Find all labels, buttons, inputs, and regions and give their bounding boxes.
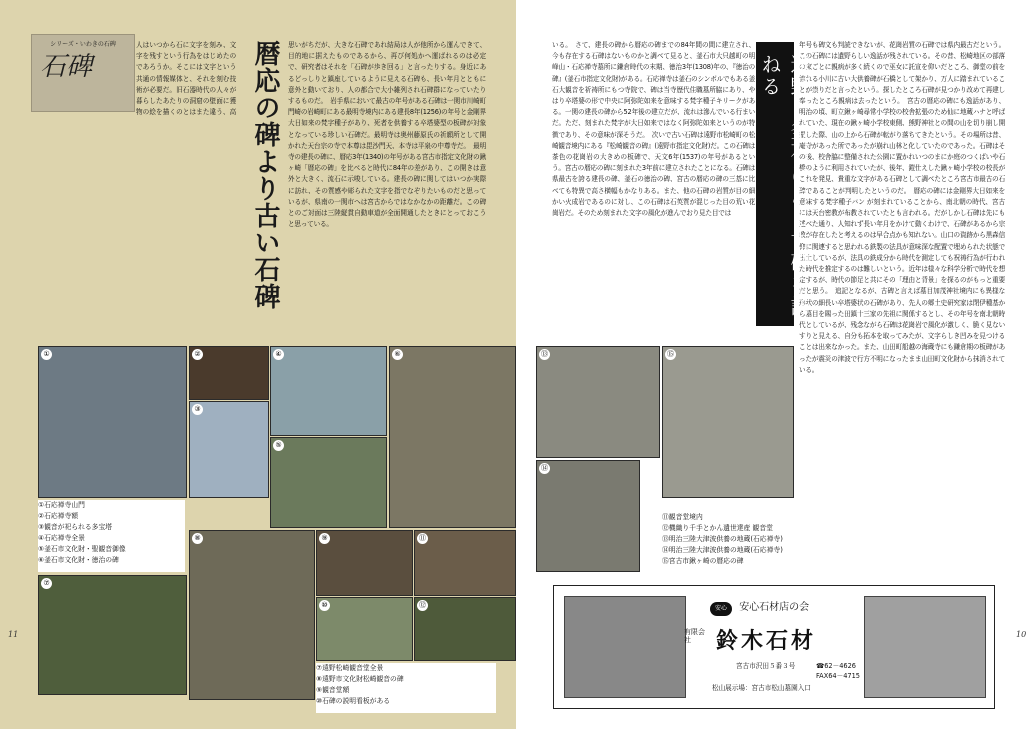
photo-number: ⑤ bbox=[273, 440, 284, 451]
caption: ⑧遠野市文化財松崎観音の碑 bbox=[316, 675, 404, 683]
series-logo-box bbox=[31, 34, 135, 112]
series-caption: シリーズ・いわきの石碑 bbox=[50, 41, 116, 48]
photo-jizo-statues bbox=[536, 346, 660, 458]
photo-number: ③ bbox=[192, 404, 203, 415]
photo-number: ⑬ bbox=[541, 350, 548, 358]
photo-number: ⑮ bbox=[667, 350, 674, 358]
ad-association bbox=[710, 598, 809, 616]
right-body-text-1: いる。 さて、建長の碑から暦応の碑までの84年間の間に建立され、今も存在する石碑はないものかと調べて見ると、釜石市大只越町の明峰山・石応禅寺墓所に鎌倉時代の末期、徳治3年(1308)年の、『徳治の碑』(釜石市指定文化財)がある。石応禅寺は釜石のシンボルでもある釜石大観音を祈祷所にもつ寺院で、碑は当寺歴代住職墓所脇にあり、やはり卒塔婆の形で中央に阿弥陀如来を意味する梵字種子キリークがある。一関の建長の碑から52年後の建立だが、流れは滲んでいる行まいだ。ただ、刻まれた梵字が大日如来ではなく阿弥陀如来というのが特徴であり、その意味が深そうだ。 次いで古い石碑は遠野市松崎町の松崎観音境内にある『松崎観音の碑』(遠野市指定文化財)だ。この石碑は茶色の花崗岩の大きめの板碑で、天文6年(1537)の年号があるという。宮古の暦応の碑に刻まれた3年前に建立されたことになる。石碑は県最古を誇る建長の碑、釜石の徳治の碑、宮古の暦応の碑の三基に比べても特異で高さ横幅もかなりある。また、他の石碑の岩質が目の細かい火成岩であるのに対し、この石碑は石英質が混じった目の荒い花崗岩だ。そのため刻まれた文字の風化が進んでおり見た目では bbox=[552, 41, 755, 218]
photo-number: ⑫ bbox=[419, 601, 426, 609]
caption: ⑭明治三陸大津波供養の地蔵(石応禅寺) bbox=[662, 546, 783, 554]
ad-badge: 安心 bbox=[710, 602, 732, 616]
right-body-col2 bbox=[799, 40, 1005, 576]
photo-number: ⑨ bbox=[319, 533, 330, 544]
photo-hall-grounds bbox=[414, 597, 516, 661]
caption: ⑪観音堂境内 bbox=[662, 513, 703, 521]
photo-number: ⑦ bbox=[41, 578, 52, 589]
caption: ⑬明治三陸大津波供養の地蔵(石応禅寺) bbox=[662, 535, 783, 543]
ad-company-type: 有限会社 bbox=[684, 628, 705, 644]
photo-number: ⑭ bbox=[541, 464, 548, 472]
caption: ①石応禅寺山門 bbox=[38, 501, 85, 509]
caption: ⑤釜石市文化財・聖観音御像 bbox=[38, 545, 126, 553]
photo-oryaku-stele bbox=[662, 346, 794, 498]
photo-hall-interior bbox=[414, 530, 516, 596]
photo-number: ⑪ bbox=[419, 534, 426, 542]
photo-tokuji-stele bbox=[389, 346, 516, 528]
right-body-text-2: 年号も碑文も判読できないが、花崗岩質の石碑では県内最古だという。この石碑には遺野らしい逸話が残されている。その昔、松崎地区の部落の家ごとに親病が多く続くので巫女に託宣を仰いだところ、御堂の前を流れる小川に古い大供養碑が石橋として架かり、万人に踏まれていることが祟りだと言ったという。探したところ石碑が見つかり改めて再建し奉ったところ親病は去ったという。 宮古の暦応の碑にも逸話があり、明治の頃、町立鍬ヶ崎尋常小学校の校舎拡張のため仙に地蔵ハナと呼ばれていた、現在の鍬ヶ崎小学校東側、熊野神社との間の山を切り崩し開墾した際、山の上から石碑が転がり落ちてきたという。その場所は昔、庵寺があった所であったが崩れ山林と化していたのであった。石碑はその後、校舎脇に整備された公園に置かれいつのまにか庭のつくばいや石橋のように利用されていたが、後年、鎧仕えした鍬ヶ崎小学校の校長がこれを発見、貴重な文字がある石碑として調べたところ宮古市最古の石碑であることが判明したというのだ。 暦応の碑には金剛界大日如来を意味する梵字種子バン が刻まれていることから、南北朝の時代、宮古には天台密教が布教されていたとも言われる。だがしかし石碑は先にも述べた通り、人知れず長い年月をかけて動くわけで、石碑があるから宗教が存在したと考えるのは早合点かも知れない。山口の資跡から黒森信仰に関連すると思われる鉄製の法具が意味深な配置で埋められた状態で出土しているが、法具の鉄成分から時代を測定しても祝祷行為が行われた時代を推定するのは難しいという。近年は様々な科学分析で時代を想定するが、時代の節足と共にその「理由と背景」を探るのがもっと重要だと思う。 追記となるが、古碑と言えば墓目加茂神社境内にも異様な形状の細長い卒塔婆状の石碑があり、先人の郷土史研究家は閉伊種基から墓目を賜った田鎮十三家の先祖に関係するとし、その年号を南北朝時代としているが、残念ながら石碑は花崗岩で風化が激しく、脆く見ないすりと見える、自分も拓本を取ってみたが、文字らしき凹みを見つけることは出来なかった。また、山田町船越の海蔵寺にも鎌倉期の板碑があったが震災の津波で行方不明になったまま山田町文化財から抹消されている。 bbox=[799, 41, 1005, 374]
caption: ⑫機織り千手とかん遺世達産 観音堂 bbox=[662, 524, 773, 532]
page-number-left: 11 bbox=[8, 630, 19, 639]
right-page-title: 遠野、釜石にある古碑を訪ねる bbox=[758, 54, 811, 318]
right-page-title-box bbox=[756, 42, 811, 326]
right-body-col1 bbox=[552, 40, 755, 340]
photo-hall-plaque bbox=[316, 530, 413, 596]
page-number-right: 10 bbox=[1016, 630, 1027, 639]
advertisement bbox=[553, 585, 995, 709]
caption: ⑥釜石市文化財・徳治の碑 bbox=[38, 556, 119, 564]
caption: ⑮宮古市鍬ヶ崎の暦応の碑 bbox=[662, 557, 744, 565]
caption: ③観音が祀られる多宝塔 bbox=[38, 523, 113, 531]
caption: ⑩石碑の説明看板がある bbox=[316, 697, 391, 705]
photo-kannon-hall bbox=[38, 575, 187, 695]
photo-number: ① bbox=[41, 349, 52, 360]
photo-kannon-statue bbox=[270, 437, 387, 528]
photo-signboard bbox=[316, 597, 413, 661]
captions-group-a bbox=[38, 500, 185, 572]
caption: ⑨観音堂額 bbox=[316, 686, 350, 694]
captions-group-c bbox=[662, 512, 796, 574]
left-body-text-1: 人はいつから石に文字を刻み、文字を残すという行為をはじめたのであろうか。そこには文字という共通の情報媒体と、それを刻む技術が必要だ。旧石器時代の人々が暮らしたあたりの洞窟の壁面に獲物の絵を描くのとはまた違う、高 bbox=[136, 41, 236, 116]
photo-temple-gate bbox=[38, 346, 187, 498]
ad-photo-showroom bbox=[564, 596, 686, 698]
ad-fax: FAX64－4715 bbox=[816, 672, 860, 680]
caption: ④石応禅寺全景 bbox=[38, 534, 85, 542]
photo-pagoda bbox=[189, 401, 269, 498]
left-body-text-2: 思いがちだが、大きな石碑であれ結局は人が他所から運んできて、目的地に据えたものであるから、再び何処かへ運ばれるのは必定で、研究者はそれを「石碑が歩き回る」と言ったりする。身近にあるどっしりと鎮座しているように見える石碑も、長い年月とともに意外と動いており、人の都合で大小雑列され石碑群になっていたりするものだ。 岩手県において最古の年号がある石碑は一関市川崎町門崎の岩崎町にある最明寺境内にある建長8年(1256)の年号と金剛界大日如来の梵字種子があり、死者を供養する卒塔婆型の板碑が対象となっている珍しい石碑だ。最明寺は奥州藤原氏の祈願所として開かれた天台宗の寺で本尊は毘沙門天、本寺は平泉の中尊寺だ。 最明寺の建長の碑に、暦応3年(1340)の年号がある宮古市指定文化財の鍬ヶ崎「暦応の碑」を比べると時代に84年の差があり、この開きは意外と大きく、流石に示唆している。建長の碑に関してはいつか実際に訪れ、その質感や彫られた文字を指でなぞりたいものだと思っているが、県南の一関市へは宮古からではなかなかの距離だ。この碑とのご対面は三陸縦貫自動車道が全面開通したときにとっておこうと思っている。 bbox=[288, 41, 486, 229]
caption: ⑦遠野松崎観音堂全景 bbox=[316, 664, 384, 672]
caption: ②石応禅寺額 bbox=[38, 512, 79, 520]
left-page-title: 暦応の碑より古い石碑 bbox=[250, 40, 280, 310]
ad-address: 宮古市沢田５番３号 bbox=[736, 662, 796, 670]
left-body-col2 bbox=[288, 40, 486, 340]
ad-tel: ☎62－4626 bbox=[816, 662, 856, 670]
photo-number: ④ bbox=[273, 349, 284, 360]
photo-temple-plaque bbox=[189, 346, 269, 400]
photo-number: ⑥ bbox=[392, 349, 403, 360]
ad-photo-gravestones bbox=[864, 596, 986, 698]
ad-showroom: 松山展示場：宮古市松山墓園入口 bbox=[712, 684, 811, 692]
ad-association-name: 安心石材店の会 bbox=[739, 602, 810, 613]
series-kanji: 石碑 bbox=[40, 52, 93, 82]
photo-number: ② bbox=[192, 349, 203, 360]
captions-group-b bbox=[316, 663, 496, 713]
left-body-intro bbox=[136, 40, 236, 116]
photo-number: ⑧ bbox=[192, 533, 203, 544]
photo-jizo-2 bbox=[536, 460, 640, 572]
photo-temple-overview bbox=[270, 346, 387, 436]
left-body-col1 bbox=[32, 118, 237, 340]
photo-number: ⑩ bbox=[319, 600, 330, 611]
photo-matsuzaki-stele bbox=[189, 530, 315, 700]
ad-company-name: 鈴木石材 bbox=[716, 628, 817, 654]
